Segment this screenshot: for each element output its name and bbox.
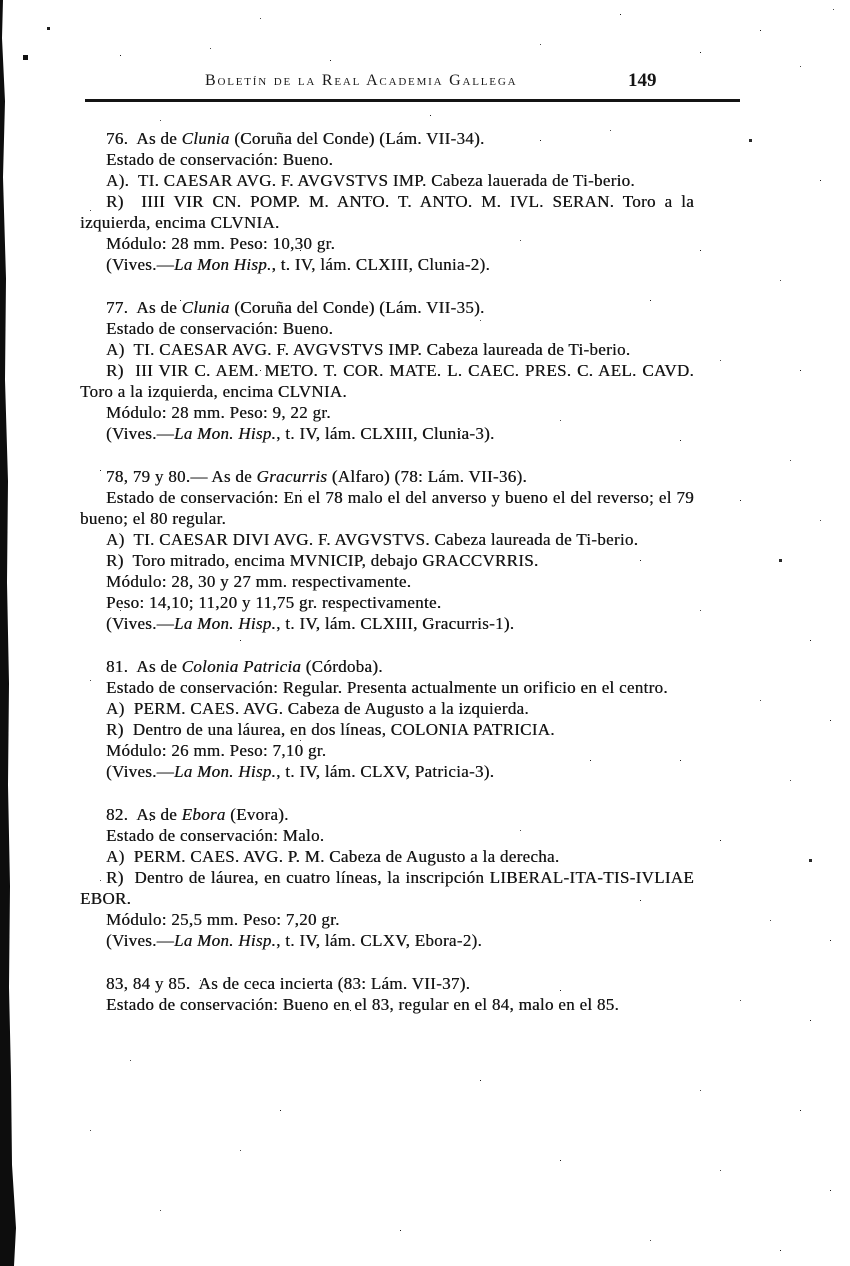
text-segment: A) PERM. CAES. AVG. Cabeza de Augusto a la izquierda. xyxy=(106,699,529,718)
text-segment: Estado de conservación: Malo. xyxy=(106,826,325,845)
text-segment: , t. IV, lám. CLXIII, Gracurris-1). xyxy=(276,614,515,633)
entry-paragraph xyxy=(80,360,694,402)
entry-paragraph xyxy=(80,191,694,233)
text-segment: Estado de conservación: Regular. Presenta actualmente un orificio en el centro. xyxy=(106,678,668,697)
text-segment: R) Dentro de láurea, en cuatro líneas, la inscripción LIBERAL-ITA-TIS-IVLIAE EBOR. xyxy=(80,868,694,908)
text-segment: Módulo: 28 mm. Peso: 10,30 gr. xyxy=(106,234,336,253)
text-segment: R) Toro mitrado, encima MVNICIP, debajo GRACCVRRIS. xyxy=(106,551,539,570)
text-segment: A) TI. CAESAR AVG. F. AVGVSTVS IMP. Cabeza laureada de Ti-berio. xyxy=(106,340,631,359)
page-number: 149 xyxy=(628,70,657,91)
text-segment: R) IIII VIR CN. POMP. M. ANTO. T. ANTO. M. IVL. SERAN. Toro a la izquierda, encima CLVNIA. xyxy=(80,192,694,232)
entry-paragraph xyxy=(80,909,694,930)
text-segment: (Vives.— xyxy=(106,762,174,781)
scan-gutter-artifact xyxy=(0,0,16,1266)
entry-paragraph xyxy=(80,867,694,909)
text-segment: , t. IV, lám. CLXIII, Clunia-2). xyxy=(271,255,490,274)
catalog-entry xyxy=(80,128,694,275)
text-segment: 78, 79 y 80.— As de xyxy=(106,467,257,486)
italic-text-segment: La Mon. Hisp. xyxy=(173,614,277,633)
text-segment: (Alfaro) (78: Lám. VII-36). xyxy=(327,467,527,486)
entry-paragraph xyxy=(80,529,694,550)
running-head-title: Boletín de la Real Academia Gallega xyxy=(205,72,518,89)
italic-text-segment: Ebora xyxy=(181,805,226,824)
entries xyxy=(80,128,694,1037)
text-segment: , t. IV, lám. CLXV, Patricia-3). xyxy=(276,762,495,781)
text-segment: (Córdoba). xyxy=(301,657,383,676)
text-segment: A) PERM. CAES. AVG. P. M. Cabeza de Augusto a la derecha. xyxy=(106,847,560,866)
entry-paragraph xyxy=(80,170,694,191)
entry-paragraph xyxy=(80,402,694,423)
entry-paragraph xyxy=(80,423,694,444)
entry-paragraph xyxy=(80,994,694,1015)
text-segment: 83, 84 y 85. As de ceca incierta (83: Lám. VII-37). xyxy=(106,974,471,993)
italic-text-segment: Gracurris xyxy=(256,467,328,486)
entry-paragraph xyxy=(80,592,694,613)
text-segment: , t. IV, lám. CLXIII, Clunia-3). xyxy=(276,424,495,443)
entry-paragraph xyxy=(80,149,694,170)
entry-paragraph xyxy=(80,466,694,487)
entry-paragraph xyxy=(80,698,694,719)
entry-paragraph xyxy=(80,318,694,339)
italic-text-segment: Clunia xyxy=(181,129,230,148)
text-segment: Estado de conservación: Bueno en el 83, regular en el 84, malo en el 85. xyxy=(106,995,620,1014)
text-segment: Módulo: 25,5 mm. Peso: 7,20 gr. xyxy=(106,910,340,929)
text-segment: Módulo: 26 mm. Peso: 7,10 gr. xyxy=(106,741,327,760)
header-rule xyxy=(85,99,740,102)
catalog-entry xyxy=(80,297,694,444)
text-segment: A) TI. CAESAR DIVI AVG. F. AVGVSTVS. Cabeza laureada de Ti-berio. xyxy=(106,530,639,549)
entry-paragraph xyxy=(80,487,694,529)
entry-paragraph xyxy=(80,571,694,592)
italic-text-segment: Clunia xyxy=(181,298,230,317)
text-segment: 81. As de xyxy=(106,657,182,676)
entry-paragraph xyxy=(80,254,694,275)
text-segment: Módulo: 28 mm. Peso: 9, 22 gr. xyxy=(106,403,331,422)
entry-paragraph xyxy=(80,128,694,149)
text-segment: R) Dentro de una láurea, en dos líneas, COLONIA PATRICIA. xyxy=(106,720,555,739)
italic-text-segment: Colonia Patricia xyxy=(181,657,302,676)
text-segment: 77. As de xyxy=(106,298,182,317)
entry-paragraph xyxy=(80,233,694,254)
text-segment: (Vives.— xyxy=(106,931,174,950)
entry-paragraph xyxy=(80,740,694,761)
text-segment: Estado de conservación: En el 78 malo el del anverso y bueno el del reverso; el 79 bueno; el 80 regular. xyxy=(80,488,694,528)
text-segment: (Vives.— xyxy=(106,614,174,633)
entry-paragraph xyxy=(80,761,694,782)
text-segment: 82. As de xyxy=(106,805,182,824)
italic-text-segment: La Mon. Hisp. xyxy=(173,424,277,443)
entry-paragraph xyxy=(80,719,694,740)
catalog-entry xyxy=(80,804,694,951)
text-segment: (Vives.— xyxy=(106,255,174,274)
italic-text-segment: La Mon Hisp. xyxy=(173,255,272,274)
entry-paragraph xyxy=(80,846,694,867)
text-segment: Estado de conservación: Bueno. xyxy=(106,150,334,169)
text-segment: Peso: 14,10; 11,20 y 11,75 gr. respectivamente. xyxy=(106,593,442,612)
entry-paragraph xyxy=(80,297,694,318)
text-segment: (Coruña del Conde) (Lám. VII-34). xyxy=(229,129,485,148)
text-segment: (Coruña del Conde) (Lám. VII-35). xyxy=(229,298,485,317)
text-segment: (Evora). xyxy=(225,805,289,824)
text-segment: 76. As de xyxy=(106,129,182,148)
text-segment: , t. IV, lám. CLXV, Ebora-2). xyxy=(276,931,483,950)
italic-text-segment: La Mon. Hisp. xyxy=(173,762,277,781)
catalog-entry xyxy=(80,656,694,782)
entry-paragraph xyxy=(80,825,694,846)
text-segment: R) III VIR C. AEM. METO. T. COR. MATE. L. CAEC. PRES. C. AEL. CAVD. Toro a la izquierda, encima CLVNIA. xyxy=(80,361,694,401)
catalog-entry xyxy=(80,466,694,634)
text-segment: Estado de conservación: Bueno. xyxy=(106,319,334,338)
catalog-entry xyxy=(80,973,694,1015)
text-segment: A). TI. CAESAR AVG. F. AVGVSTVS IMP. Cabeza lauerada de Ti-berio. xyxy=(106,171,635,190)
entry-paragraph xyxy=(80,973,694,994)
italic-text-segment: La Mon. Hisp. xyxy=(173,931,277,950)
entry-paragraph xyxy=(80,804,694,825)
text-segment: (Vives.— xyxy=(106,424,174,443)
entry-paragraph xyxy=(80,656,694,677)
entry-paragraph xyxy=(80,339,694,360)
text-segment: Módulo: 28, 30 y 27 mm. respectivamente. xyxy=(106,572,412,591)
entry-paragraph xyxy=(80,677,694,698)
entry-paragraph xyxy=(80,930,694,951)
scan-noise-speckles xyxy=(0,0,1,1)
entry-paragraph xyxy=(80,613,694,634)
entry-paragraph xyxy=(80,550,694,571)
